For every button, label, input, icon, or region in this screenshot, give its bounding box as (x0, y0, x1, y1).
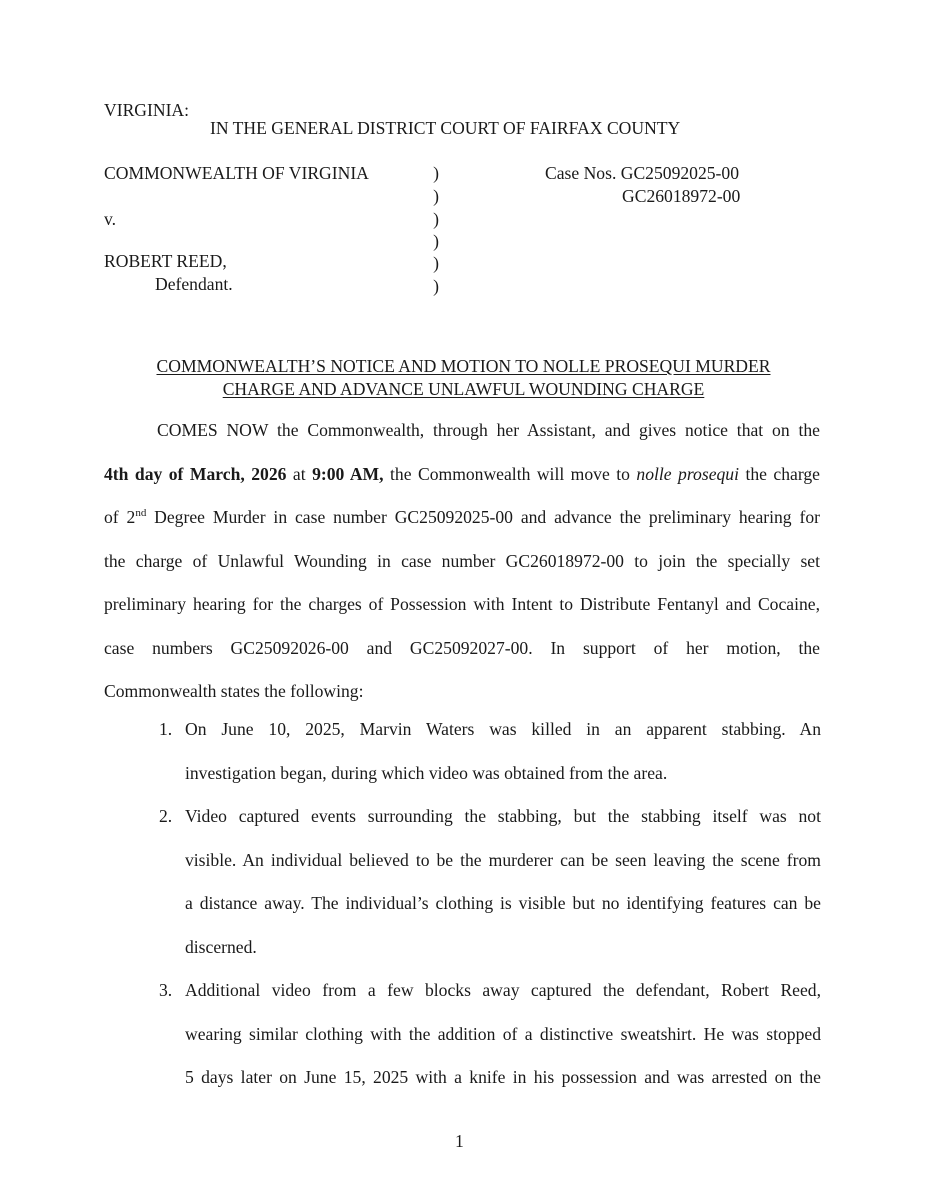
list-item: 3. Additional video from a few blocks away captured the defendant, Robert Reed, wearing similar clothing with the addition of a distinctive sweatshirt. He was stopped 5 days later on June 15, 2025 with a knife in his possession and was arrested on the (159, 969, 821, 1100)
intro-line: 4th day of March, 2026 at 9:00 AM, the Commonwealth will move to nolle prosequi the charge (104, 463, 820, 484)
page-number: 1 (455, 1131, 464, 1151)
court-name: IN THE GENERAL DISTRICT COURT OF FAIRFAX COUNTY (210, 118, 681, 138)
intro-line: case numbers GC25092026-00 and GC25092027-00. In support of her motion, the (104, 637, 820, 658)
list-item: 2. Video captured events surrounding the stabbing, but the stabbing itself was not visible. An individual believed to be the murderer can be seen leaving the scene from a distance away. The individual’s clothing is visible but no identifying features can be discerned. (159, 795, 821, 969)
case-numbers-label: Case Nos. GC25092025-00 (545, 163, 740, 183)
nolle-prosequi-term: nolle prosequi (636, 463, 739, 484)
caption-paren: ) (433, 163, 439, 183)
list-item-number: 1. (159, 719, 173, 739)
list-item-number: 2. (159, 806, 173, 826)
caption-paren: ) (433, 186, 439, 206)
list-item: 1. On June 10, 2025, Marvin Waters was killed in an apparent stabbing. An investigation began, during which video was obtained from the area. (159, 708, 821, 795)
list-item-number: 3. (159, 980, 173, 1000)
numbered-list (159, 708, 821, 1100)
intro-line: Commonwealth states the following: (104, 681, 364, 701)
case-number-2: GC26018972-00 (622, 186, 741, 206)
motion-title-line-1: COMMONWEALTH’S NOTICE AND MOTION TO NOLLE PROSEQUI MURDER (156, 356, 771, 376)
intro-line: the charge of Unlawful Wounding in case number GC26018972-00 to join the specially set (104, 550, 820, 571)
jurisdiction-state: VIRGINIA: (104, 100, 190, 120)
intro-line: COMES NOW the Commonwealth, through her Assistant, and gives notice that on the (157, 420, 820, 440)
intro-line: preliminary hearing for the charges of Possession with Intent to Distribute Fentanyl and Cocaine, (104, 594, 820, 614)
caption-defendant-name: ROBERT REED, (104, 251, 227, 271)
caption-paren: ) (433, 231, 439, 251)
caption-plaintiff: COMMONWEALTH OF VIRGINIA (104, 163, 369, 183)
hearing-date: 4th day of March, 2026 (104, 463, 287, 484)
caption-defendant-role: Defendant. (155, 274, 233, 294)
motion-title-line-2: CHARGE AND ADVANCE UNLAWFUL WOUNDING CHARGE (222, 379, 705, 399)
hearing-time: 9:00 AM, (312, 463, 384, 484)
intro-line: of 2nd Degree Murder in case number GC25092025-00 and advance the preliminary hearing for (104, 507, 820, 527)
intro-paragraph (104, 409, 820, 714)
caption-versus: v. (104, 209, 117, 229)
caption-paren: ) (433, 209, 439, 229)
caption-paren: ) (433, 253, 439, 273)
caption-paren: ) (433, 276, 439, 296)
